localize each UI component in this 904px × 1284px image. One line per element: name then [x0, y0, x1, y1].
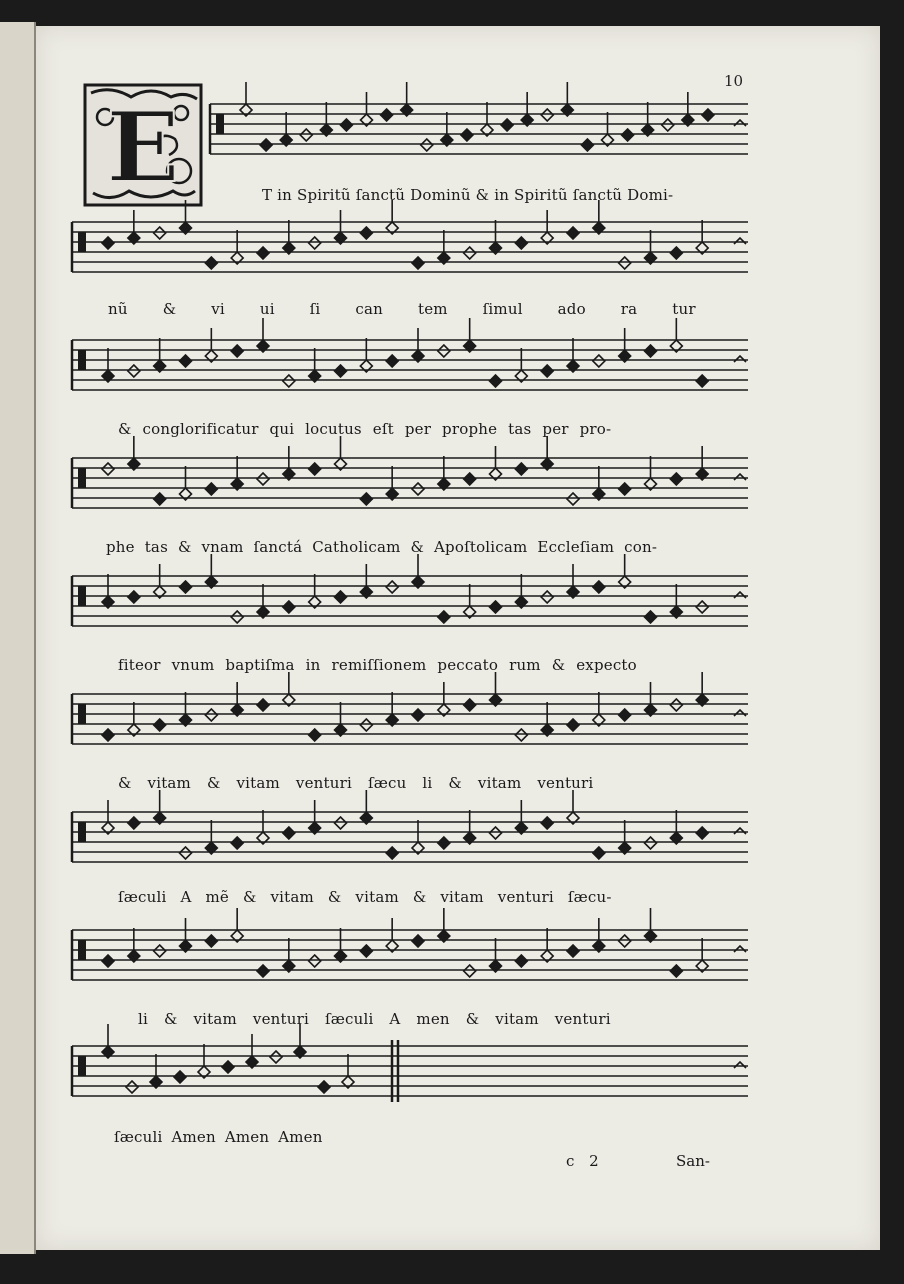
lyric-line-1: T in Spiritũ ſanctũ Dominũ & in Spiritũ ſanctũ Domi-: [262, 186, 674, 204]
lyric-line-9: ſæculi Amen Amen Amen: [114, 1128, 323, 1146]
svg-text:E: E: [106, 91, 180, 204]
decorated-initial-e: [83, 83, 203, 207]
signature-mark: c 2: [566, 1152, 599, 1170]
lyric-line-2: nũ & vi ui ſi can tem ſimul ado ra tur: [108, 300, 696, 318]
page-number: 10: [724, 72, 744, 90]
previous-page-edge: [0, 22, 36, 1254]
lyric-line-4: phe tas & vnam ſanctá Catholicam & Apoſtolicam Eccleſiam con-: [106, 538, 658, 556]
music-page: [36, 26, 880, 1250]
catchword: San-: [676, 1152, 710, 1170]
lyric-line-6: & vitam & vitam venturi ſæcu li & vitam venturi: [118, 774, 594, 792]
lyric-line-8: li & vitam venturi ſæculi A men & vitam venturi: [138, 1010, 611, 1028]
lyric-line-3: & conglorificatur qui locutus eſt per prophe tas per pro-: [118, 420, 612, 438]
lyric-line-7: ſæculi A mẽ & vitam & vitam & vitam venturi ſæcu-: [118, 888, 612, 906]
lyric-line-5: fiteor vnum baptiſma in remiſſionem peccato rum & expecto: [118, 656, 637, 674]
